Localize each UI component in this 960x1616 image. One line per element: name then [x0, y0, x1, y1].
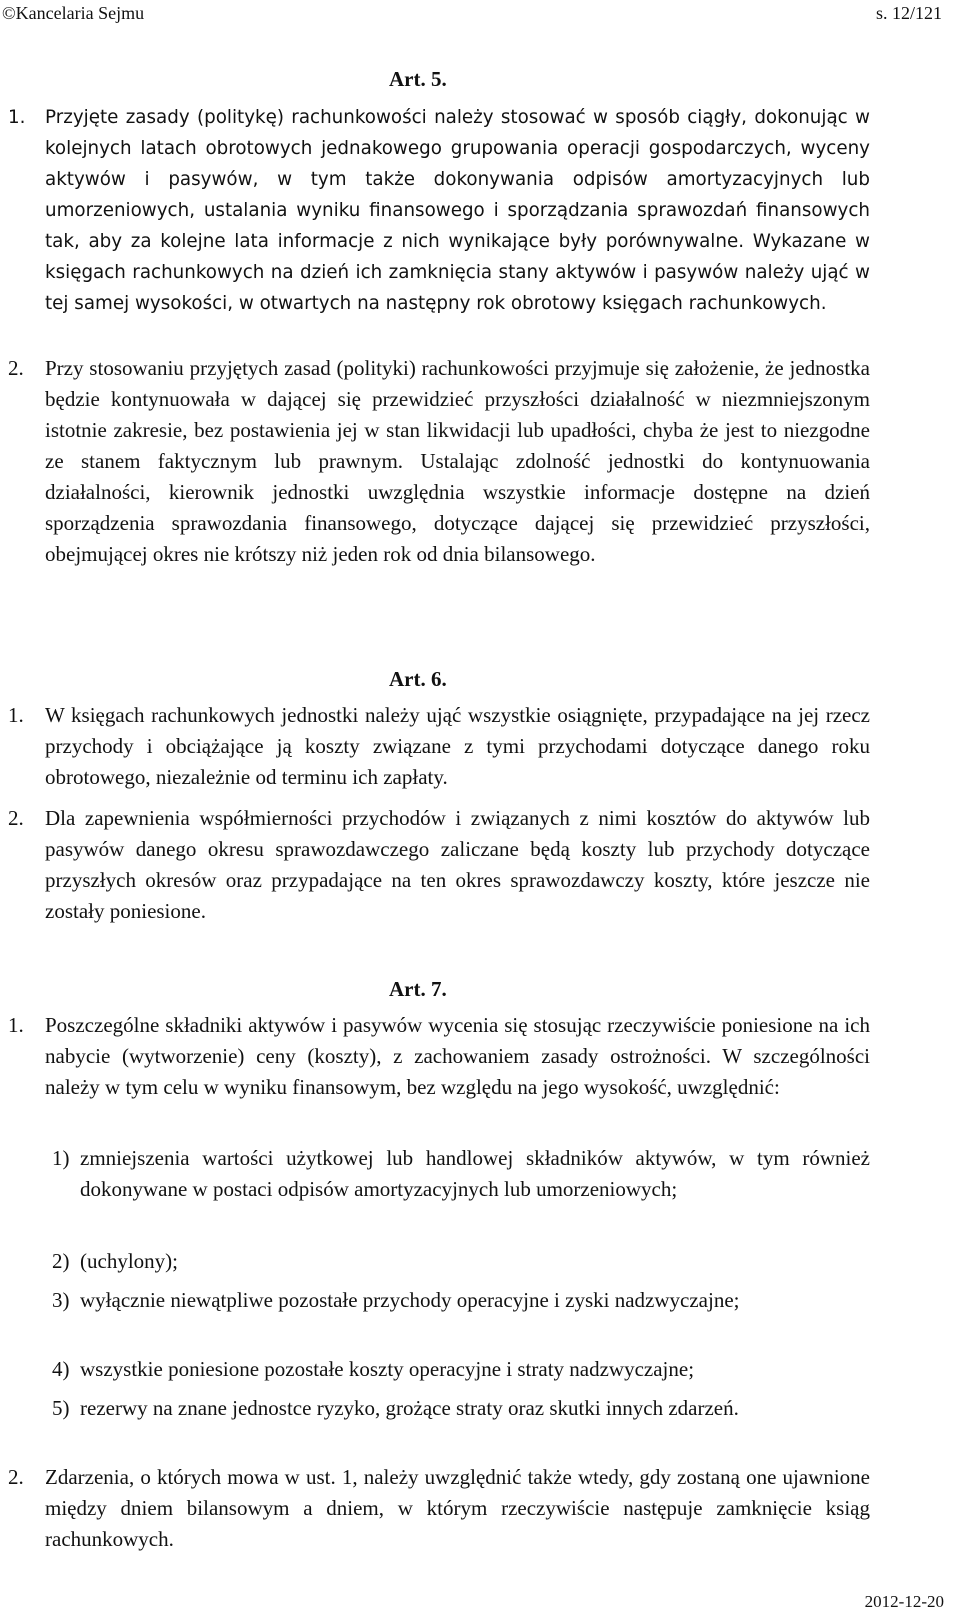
art7-item-3-text: wyłącznie niewątpliwe pozostałe przychody operacyjne i zyski nadzwyczajne; [80, 1288, 740, 1312]
art7-paragraph-1 [8, 1010, 870, 1103]
art7-item-5-number: 5) [52, 1396, 70, 1420]
art7-item-2-number: 2) [52, 1249, 70, 1273]
header-page-number: s. 12/121 [875, 3, 942, 23]
art7-item-4-text: wszystkie poniesione pozostałe koszty operacyjne i straty nadzwyczajne; [80, 1357, 695, 1381]
art6-p2-text: Dla zapewnienia współmierności przychodów i związanych z nimi kosztów do aktywów lub pasywów danego okresu sprawozdawczego zaliczane będą koszty lub przychody dotyczące przyszłych okresów oraz przypadające na ten okres sprawozdawczy koszty, które jeszcze nie zostały poniesione. [45, 806, 870, 923]
art6-p1-text: W księgach rachunkowych jednostki należy ująć wszystkie osiągnięte, przypadające na jej rzecz przychody i obciążające ją koszty związane z tymi przychodami dotyczące danego roku obrotowego, niezależnie od terminu ich zapłaty. [45, 703, 870, 789]
art5-p2-number: 2. [8, 356, 24, 380]
art7-item-2-text: (uchylony); [80, 1249, 178, 1273]
art6-paragraph-1 [8, 700, 870, 793]
art6-p1-number: 1. [8, 703, 24, 727]
art7-list-item-4 [52, 1354, 870, 1385]
art7-p1-text: Poszczególne składniki aktywów i pasywów wycenia się stosując rzeczywiście poniesione na ich nabycie (wytworzenie) ceny (koszty), z zachowaniem zasady ostrożności. W szczególności należy w tym celu w wyniku finansowym, bez względu na jego wysokość, uwzględnić: [45, 1013, 870, 1099]
art5-p1-number: 1. [8, 107, 26, 128]
article-6-title: Art. 6. [389, 667, 447, 691]
art7-p2-number: 2. [8, 1465, 24, 1489]
article-7-title: Art. 7. [389, 977, 447, 1001]
art7-list-item-1 [52, 1143, 870, 1205]
art7-list-item-2 [52, 1246, 870, 1277]
art6-paragraph-2 [8, 803, 870, 927]
art7-item-5-text: rezerwy na znane jednostce ryzyko, grożące straty oraz skutki innych zdarzeń. [80, 1396, 739, 1420]
art5-paragraph-1 [8, 102, 870, 319]
art5-p2-text: Przy stosowaniu przyjętych zasad (polityki) rachunkowości przyjmuje się założenie, że jednostka będzie kontynuowała w dającej się przewidzieć przyszłości działalność w niezmniejszonym istotnie zakresie, bez postawienia jej w stan likwidacji lub upadłości, chyba że jest to niezgodne ze stanem faktycznym lub prawnym. Ustalając zdolność jednostki do kontynuowania działalności, kierownik jednostki uwzględnia wszystkie informacje dostępne na dzień sporządzenia sprawozdania finansowego, dotyczące dającej się przewidzieć przyszłości, obejmującej okres nie krótszy niż jeden rok od dnia bilansowego. [45, 356, 870, 566]
art7-list-item-5 [52, 1393, 870, 1424]
art7-paragraph-2 [8, 1462, 870, 1555]
art7-p1-number: 1. [8, 1013, 24, 1037]
art5-paragraph-2 [8, 353, 870, 570]
art7-item-4-number: 4) [52, 1357, 70, 1381]
art6-p2-number: 2. [8, 806, 24, 830]
article-5-title: Art. 5. [389, 67, 447, 91]
art7-item-1-number: 1) [52, 1146, 70, 1170]
header-copyright: ©Kancelaria Sejmu [2, 3, 145, 23]
art7-p2-text: Zdarzenia, o których mowa w ust. 1, należy uwzględnić także wtedy, gdy zostaną one ujawnione między dniem bilansowym a dniem, w którym rzeczywiście następuje zamknięcie ksiąg rachunkowych. [45, 1465, 870, 1551]
art7-list-item-3 [52, 1285, 870, 1316]
art5-p1-text: Przyjęte zasady (politykę) rachunkowości należy stosować w sposób ciągły, dokonując w kolejnych latach obrotowych jednakowego grupowania operacji gospodarczych, wyceny aktywów i pasywów, w tym także dokonywania odpisów amortyzacyjnych lub umorzeniowych, ustalania wyniku finansowego i sporządzania sprawozdań finansowych tak, aby za kolejne lata informacje z nich wynikające były porównywalne. Wykazane w księgach rachunkowych na dzień ich zamknięcia stany aktywów i pasywów należy ująć w tej samej wysokości, w otwartych na następny rok obrotowy księgach rachunkowych. [45, 107, 870, 314]
art7-item-3-number: 3) [52, 1288, 70, 1312]
art7-item-1-text: zmniejszenia wartości użytkowej lub handlowej składników aktywów, w tym również dokonywane w postaci odpisów amortyzacyjnych lub umorzeniowych; [80, 1146, 870, 1201]
footer-date: 2012-12-20 [864, 1592, 944, 1611]
